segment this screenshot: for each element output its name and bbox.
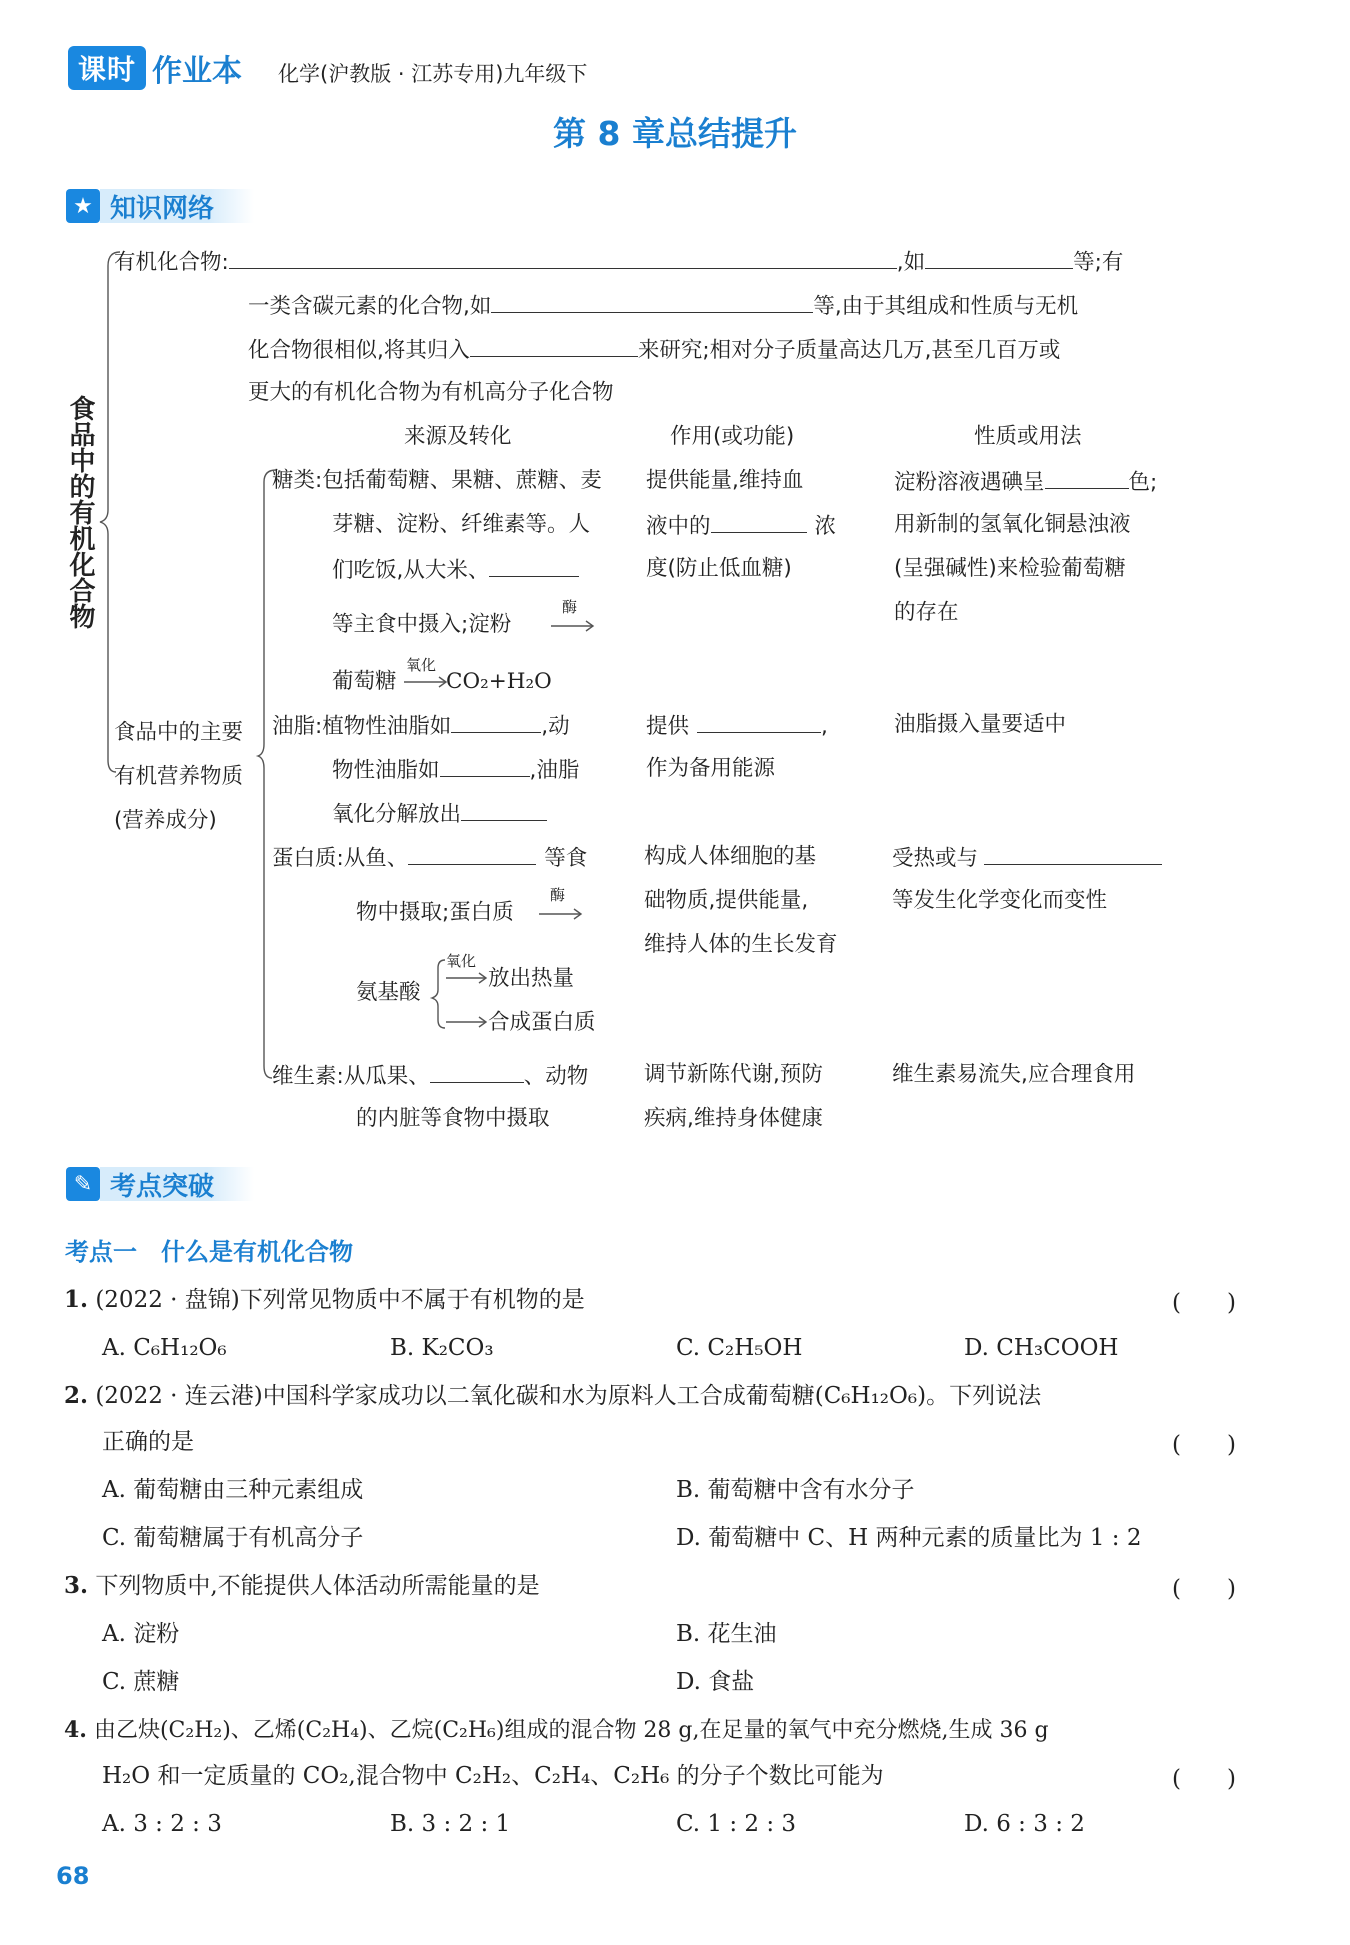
question-text: (2022 · 盘锦)下列常见物质中不属于有机物的是 [95,1287,585,1313]
col-header-property: 性质或用法 [974,424,1082,449]
organic-line1 [114,246,1123,278]
text: 等;有 [1073,250,1124,275]
blank[interactable] [711,510,807,533]
protein-function-3: 维持人体的生长发育 [644,932,838,957]
option-c[interactable]: C. 葡萄糖属于有机高分子 [102,1525,364,1551]
question-2 [64,1380,1041,1412]
text: ,油脂 [529,758,580,783]
option-a[interactable]: A. 3 : 2 : 3 [102,1811,222,1837]
sugar-function-3: 度(防止低血糖) [646,556,792,581]
sugar-source-3 [332,554,579,586]
nutrients-label-1: 食品中的主要 [114,720,244,745]
logo: 课时 [68,46,146,90]
fat-function-1 [646,710,828,742]
organic-line2 [248,290,1078,322]
blank[interactable] [697,710,821,733]
text: 一类含碳元素的化合物,如 [248,294,492,319]
option-a[interactable]: A. 淀粉 [102,1621,180,1647]
text: 们吃饭,从大米、 [332,558,490,583]
fat-property: 油脂摄入量要适中 [894,712,1067,737]
amino-oxidize-label: 氧化 [446,952,477,970]
page-number: 68 [56,1862,90,1890]
option-a[interactable]: A. C₆H₁₂O₆ [102,1335,227,1361]
option-d[interactable]: D. 葡萄糖中 C、H 两种元素的质量比为 1 : 2 [676,1525,1142,1551]
blank[interactable] [489,554,579,577]
option-c[interactable]: C. C₂H₅OH [676,1335,803,1361]
blank[interactable] [229,246,897,269]
text: 浓 [814,514,837,539]
question-text: (2022 · 连云港)中国科学家成功以二氧化碳和水为原料人工合成葡萄糖(C₆H₁₂O₆)。下列说法 [95,1383,1042,1409]
option-b[interactable]: B. K₂CO₃ [390,1335,494,1361]
option-a[interactable]: A. 葡萄糖由三种元素组成 [102,1477,364,1503]
book-info: 化学(沪教版 · 江苏专用)九年级下 [278,62,588,86]
blank[interactable] [430,1060,524,1083]
question-3 [64,1570,540,1602]
question-4-cont: H₂O 和一定质量的 CO₂,混合物中 C₂H₂、C₂H₄、C₂H₆ 的分子个数比可能为 [102,1763,884,1789]
text: 液中的 [646,514,711,539]
vitamin-function-2: 疾病,维持身体健康 [644,1106,823,1131]
glucose-label: 葡萄糖 [332,669,397,694]
sugar-source-1: 糖类:包括葡萄糖、果糖、蔗糖、麦 [272,468,602,493]
amino-synth: 合成蛋白质 [488,1010,596,1035]
text: ,如 [896,250,926,275]
label: 有机化合物: [114,250,229,275]
sugar-function-1: 提供能量,维持血 [646,468,804,493]
amino-acid-label: 氨基酸 [356,980,421,1005]
question-4 [64,1714,1049,1747]
enzyme-label: 酶 [562,598,578,616]
answer-paren[interactable]: ( ) [1172,1432,1236,1458]
sugar-property-3: (呈强碱性)来检验葡萄糖 [894,556,1126,581]
blank[interactable] [470,334,638,357]
section-exam-points [66,1164,254,1204]
fat-source-1 [272,710,570,742]
kaodian-title: 考点一 什么是有机化合物 [65,1238,353,1266]
option-c[interactable]: C. 蔗糖 [102,1669,180,1695]
blank[interactable] [925,246,1073,269]
question-2-cont: 正确的是 [102,1429,194,1455]
brand-name: 作业本 [152,54,243,89]
question-text: 下列物质中,不能提供人体活动所需能量的是 [95,1573,540,1599]
fat-source-2 [332,754,579,786]
text: 油脂:植物性油脂如 [272,714,452,739]
combustion-products: CO₂+H₂O [446,669,552,694]
col-header-source: 来源及转化 [404,424,512,449]
blank[interactable] [451,710,541,733]
answer-paren[interactable]: ( ) [1172,1290,1236,1316]
protein-enzyme-label: 酶 [550,886,566,904]
vitamin-function-1: 调节新陈代谢,预防 [644,1062,823,1087]
amino-heat: 放出热量 [488,966,575,991]
blank[interactable] [440,754,530,777]
text: , [821,714,828,739]
text: 化合物很相似,将其归入 [248,338,470,363]
option-b[interactable]: B. 葡萄糖中含有水分子 [676,1477,915,1503]
option-b[interactable]: B. 花生油 [676,1621,777,1647]
text: 等,由于其组成和性质与无机 [813,294,1079,319]
text: 氧化分解放出 [332,802,462,827]
answer-paren[interactable]: ( ) [1172,1576,1236,1602]
blank[interactable] [1045,466,1129,489]
blank[interactable] [408,842,536,865]
option-c[interactable]: C. 1 : 2 : 3 [676,1811,797,1837]
text: 蛋白质:从鱼、 [272,846,409,871]
section-title: 知识网络 [100,189,254,223]
sugar-source-4: 等主食中摄入;淀粉 [332,612,512,637]
sugar-property-2: 用新制的氢氧化铜悬浊液 [894,512,1131,537]
protein-function-1: 构成人体细胞的基 [644,844,817,869]
vertical-title: 食品中的有机化合物 [65,395,95,629]
protein-source-1 [272,842,587,874]
question-number: 4. [64,1717,87,1743]
text: 来研究;相对分子质量高达几万,甚至几百万或 [637,338,1061,363]
text: ,动 [541,714,570,739]
protein-function-2: 础物质,提供能量, [644,888,809,913]
protein-source-2: 物中摄取;蛋白质 [356,900,514,925]
option-d[interactable]: D. 食盐 [676,1669,755,1695]
question-1 [64,1284,585,1316]
nutrients-label-2: 有机营养物质 [114,764,244,789]
blank[interactable] [491,290,813,313]
question-number: 2. [64,1382,89,1409]
option-b[interactable]: B. 3 : 2 : 1 [390,1811,511,1837]
text: 受热或与 [892,846,979,871]
pencil-icon: ✎ [66,1167,100,1201]
text: 淀粉溶液遇碘呈 [894,470,1045,495]
question-number: 3. [64,1572,89,1599]
protein-property-1 [892,842,1162,874]
chapter-title: 第 8 章总结提升 [553,114,797,153]
text: 等食 [544,846,588,871]
col-header-function: 作用(或功能) [670,424,795,449]
option-d[interactable]: D. 6 : 3 : 2 [964,1811,1085,1837]
blank[interactable] [461,798,547,821]
text: 维生素:从瓜果、 [272,1064,430,1089]
sugar-function-2 [646,510,836,542]
vitamin-source-2: 的内脏等食物中摄取 [356,1106,550,1131]
section-title: 考点突破 [100,1167,254,1201]
option-d[interactable]: D. CH₃COOH [964,1335,1119,1361]
oxidize-label: 氧化 [406,656,437,674]
answer-paren[interactable]: ( ) [1172,1766,1236,1792]
text: 色; [1128,470,1158,495]
blank[interactable] [984,842,1162,865]
fat-source-3 [332,798,547,830]
protein-property-2: 等发生化学变化而变性 [892,888,1108,913]
sugar-property-4: 的存在 [894,600,959,625]
question-number: 1. [64,1286,89,1313]
fat-function-2: 作为备用能源 [646,756,776,781]
nutrients-label-3: (营养成分) [114,808,217,833]
sugar-source-2: 芽糖、淀粉、纤维素等。人 [332,512,591,537]
sugar-property-1 [894,466,1157,498]
text: 物性油脂如 [332,758,440,783]
text: 提供 [646,714,690,739]
text: 、动物 [523,1064,589,1089]
star-icon: ★ [66,189,100,223]
question-text: 由乙炔(C₂H₂)、乙烯(C₂H₄)、乙烷(C₂H₆)组成的混合物 28 g,在足量的氧气中充分燃烧,生成 36 g [93,1718,1049,1743]
vitamin-source-1 [272,1060,588,1092]
organic-line3 [248,334,1060,366]
organic-line4: 更大的有机化合物为有机高分子化合物 [248,380,614,405]
vitamin-property: 维生素易流失,应合理食用 [892,1062,1136,1087]
